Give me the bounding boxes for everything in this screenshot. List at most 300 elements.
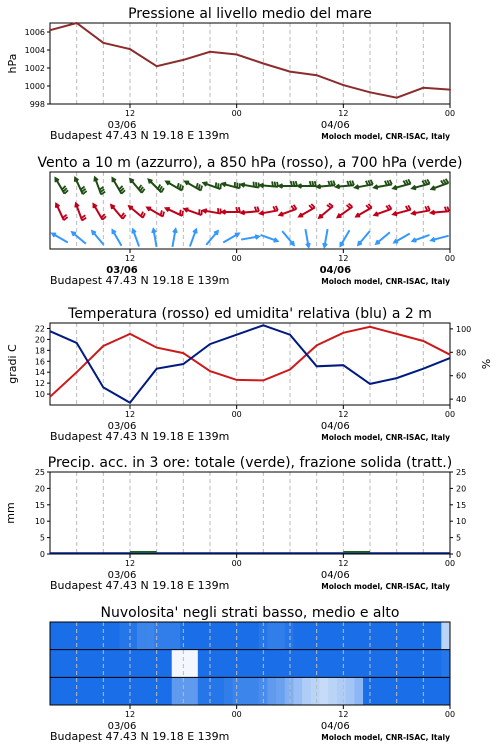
- wind-arrow: [92, 231, 104, 245]
- cloud-cell-alto: [85, 622, 94, 650]
- pressure-point: [262, 63, 264, 65]
- cloud-cell-medio: [250, 650, 259, 678]
- cloud-cell-medio: [146, 650, 155, 678]
- cloud-cell-alto: [241, 622, 250, 650]
- x-tick-label: 12: [124, 254, 136, 263]
- wind-arrow: [241, 182, 259, 188]
- wind-barb: [236, 207, 237, 212]
- cloud-cell-medio: [189, 650, 198, 678]
- cloud-cell-basso: [424, 677, 433, 705]
- wind-arrow: [260, 181, 278, 187]
- y2-tick-label: 40: [456, 395, 467, 405]
- wind-arrow: [241, 207, 259, 215]
- x-tick-label: 00: [444, 710, 456, 719]
- cloud-cell-medio: [85, 650, 94, 678]
- cloud-cell-alto: [50, 622, 59, 650]
- cloud-cell-basso: [241, 677, 250, 705]
- y-tick-label: 10: [34, 517, 45, 527]
- x-tick-label: 00: [444, 559, 456, 568]
- cloud-cell-medio: [328, 650, 337, 678]
- wind-arrow: [203, 208, 221, 213]
- cloud-cell-basso: [59, 677, 68, 705]
- cloud-cell-medio: [285, 650, 294, 678]
- cloud-cell-alto: [146, 622, 155, 650]
- cloud-cell-medio: [380, 650, 389, 678]
- model-credit: Moloch model, CNR-ISAC, Italy: [321, 132, 450, 141]
- cloud-cell-alto: [380, 622, 389, 650]
- cloud-cell-alto: [163, 622, 172, 650]
- wind-arrow: [358, 231, 370, 245]
- pressure-point: [129, 48, 131, 50]
- cloud-cell-alto: [215, 622, 224, 650]
- cloud-cell-alto: [250, 622, 259, 650]
- cloud-cell-basso: [320, 677, 329, 705]
- date-label: 03/06: [107, 570, 137, 581]
- y-tick-label: 15: [34, 500, 45, 510]
- cloud-cell-medio: [293, 650, 302, 678]
- cloud-cell-medio: [372, 650, 381, 678]
- wind-arrow: [432, 179, 449, 190]
- cloud-cell-basso: [267, 677, 276, 705]
- y-tick-label: 5: [39, 533, 45, 543]
- cloud-cell-basso: [363, 677, 372, 705]
- pressure-point: [49, 29, 51, 31]
- wind-arrow: [393, 179, 410, 189]
- cloud-cell-basso: [276, 677, 285, 705]
- cloud-cell-medio: [241, 650, 250, 678]
- wind-arrow: [166, 182, 183, 191]
- cloud-cell-alto: [285, 622, 294, 650]
- precip-bar: [343, 551, 370, 553]
- temperature-line: [50, 327, 450, 397]
- cloud-cell-alto: [154, 622, 163, 650]
- chart-title: Nuvolosita' negli strati basso, medio e alto: [100, 605, 400, 621]
- wind-barb: [239, 207, 240, 212]
- date-label: 04/06: [320, 721, 350, 732]
- cloud-cell-basso: [120, 677, 129, 705]
- plot-frame: [50, 472, 450, 554]
- y-tick-label: 1006: [24, 28, 45, 37]
- wind-arrow: [72, 232, 86, 244]
- cloud-cell-basso: [224, 677, 233, 705]
- cloud-cell-alto: [441, 622, 450, 650]
- cloud-cell-medio: [441, 650, 450, 678]
- cloud-cell-alto: [320, 622, 329, 650]
- x-tick-label: 12: [338, 109, 349, 118]
- date-label: 04/06: [320, 570, 350, 581]
- cloud-cell-basso: [346, 677, 355, 705]
- cloud-cell-basso: [198, 677, 207, 705]
- cloud-cell-medio: [111, 650, 120, 678]
- cloud-cell-medio: [76, 650, 85, 678]
- wind-arrow: [94, 204, 107, 220]
- y2-tick-label: 10: [456, 517, 467, 527]
- wind-barb: [182, 186, 183, 191]
- wind-arrow: [431, 236, 448, 242]
- cloud-cell-alto: [293, 622, 302, 650]
- date-label: 03/06: [106, 265, 138, 276]
- cloud-cell-alto: [189, 622, 198, 650]
- cloud-cell-basso: [250, 677, 259, 705]
- pressure-point: [76, 22, 78, 24]
- wind-arrow: [111, 205, 125, 219]
- x-tick-label: 00: [231, 559, 242, 568]
- date-label: 04/06: [320, 120, 350, 131]
- panel-3: [6, 323, 493, 443]
- wind-barb: [196, 183, 197, 188]
- cloud-cell-medio: [207, 650, 216, 678]
- y-axis-label: gradi C: [6, 344, 19, 384]
- cloud-cell-basso: [285, 677, 294, 705]
- cloud-cell-basso: [146, 677, 155, 705]
- chart-title: Pressione al livello medio del mare: [128, 6, 372, 22]
- date-label: 03/06: [107, 421, 137, 432]
- wind-arrow: [376, 232, 390, 244]
- wind-arrow: [206, 231, 218, 245]
- cloud-cell-medio: [407, 650, 416, 678]
- cloud-cell-basso: [85, 677, 94, 705]
- y-tick-label: 18: [34, 346, 45, 356]
- pressure-point: [449, 89, 451, 91]
- wind-arrow: [431, 207, 449, 215]
- pressure-point: [422, 87, 424, 89]
- pressure-point: [156, 65, 158, 67]
- cloud-cell-alto: [311, 622, 320, 650]
- pressure-point: [236, 54, 238, 56]
- cloud-cell-basso: [93, 677, 102, 705]
- cloud-cell-basso: [441, 677, 450, 705]
- y-tick-label: 20: [34, 335, 45, 345]
- station-footer: Budapest 47.43 N 19.18 E 139m: [50, 730, 230, 743]
- date-label: 04/06: [320, 421, 350, 432]
- wind-barb: [310, 181, 311, 186]
- wind-arrow: [282, 231, 294, 245]
- y-tick-label: 0: [39, 550, 45, 559]
- cloud-cell-alto: [328, 622, 337, 650]
- cloud-cell-medio: [137, 650, 146, 678]
- panel-2: [50, 172, 455, 287]
- cloud-cell-medio: [302, 650, 311, 678]
- cloud-cell-alto: [137, 622, 146, 650]
- x-tick-label: 12: [124, 109, 136, 118]
- plot-frame: [50, 323, 450, 405]
- cloud-cell-basso: [311, 677, 320, 705]
- x-tick-label: 12: [124, 559, 136, 568]
- x-tick-label: 12: [338, 410, 349, 419]
- cloud-cell-basso: [154, 677, 163, 705]
- humidity-line: [50, 325, 450, 402]
- wind-arrow: [152, 229, 156, 247]
- wind-arrow: [305, 229, 309, 247]
- wind-shaft: [282, 231, 294, 245]
- cloud-cell-medio: [154, 650, 163, 678]
- cloud-cell-medio: [311, 650, 320, 678]
- cloud-cell-medio: [163, 650, 172, 678]
- pressure-point: [209, 51, 211, 53]
- y2-tick-label: 25: [456, 468, 467, 477]
- wind-shaft: [52, 234, 68, 243]
- y2-tick-label: 5: [456, 533, 462, 543]
- wind-arrow: [393, 205, 410, 215]
- wind-barb: [315, 181, 316, 186]
- wind-arrow: [190, 230, 197, 247]
- wind-arrow: [132, 230, 139, 247]
- wind-arrow: [341, 230, 350, 246]
- cloud-cell-medio: [276, 650, 285, 678]
- wind-arrow: [222, 182, 239, 188]
- wind-arrow: [260, 206, 278, 215]
- wind-barb: [291, 181, 292, 186]
- wind-arrow: [413, 235, 430, 242]
- model-credit: Moloch model, CNR-ISAC, Italy: [321, 277, 450, 286]
- cloud-cell-medio: [346, 650, 355, 678]
- pressure-point: [342, 84, 344, 86]
- y-axis-label: hPa: [6, 53, 19, 74]
- date-label: 03/06: [107, 721, 137, 732]
- cloud-cell-basso: [137, 677, 146, 705]
- x-tick-label: 00: [231, 109, 242, 118]
- cloud-cell-alto: [198, 622, 207, 650]
- x-tick-label: 12: [124, 410, 136, 419]
- cloud-cell-basso: [67, 677, 76, 705]
- cloud-cell-alto: [363, 622, 372, 650]
- wind-barb: [296, 181, 297, 186]
- y-tick-label: 22: [34, 324, 45, 334]
- cloud-cell-alto: [276, 622, 285, 650]
- wind-arrow: [56, 204, 68, 220]
- cloud-cell-basso: [433, 677, 442, 705]
- pressure-point: [396, 97, 398, 99]
- cloud-cell-alto: [398, 622, 407, 650]
- wind-barb: [182, 211, 183, 216]
- pressure-line: [50, 23, 450, 98]
- wind-arrow: [338, 204, 353, 218]
- cloud-cell-medio: [59, 650, 68, 678]
- wind-shaft: [113, 230, 122, 246]
- wind-arrow: [113, 178, 126, 194]
- wind-arrow: [185, 182, 202, 191]
- cloud-cell-basso: [76, 677, 85, 705]
- wind-shaft: [206, 231, 218, 245]
- x-tick-label: 00: [444, 410, 456, 419]
- cloud-cell-basso: [380, 677, 389, 705]
- cloud-cell-basso: [302, 677, 311, 705]
- station-footer: Budapest 47.43 N 19.18 E 139m: [50, 274, 230, 287]
- cloud-cell-medio: [267, 650, 276, 678]
- wind-shaft: [376, 232, 390, 244]
- chart-title: Vento a 10 m (azzurro), a 850 hPa (rosso), a 700 hPa (verde): [37, 155, 463, 171]
- y-tick-label: 1002: [24, 64, 45, 73]
- wind-arrow: [130, 179, 144, 193]
- cloud-cell-medio: [50, 650, 59, 678]
- wind-shaft: [341, 230, 350, 246]
- panel-1: [6, 22, 455, 142]
- pressure-point: [369, 91, 371, 93]
- y2-tick-label: 15: [456, 500, 467, 510]
- wind-arrow: [56, 178, 69, 194]
- cloud-cell-basso: [111, 677, 120, 705]
- cloud-cell-medio: [224, 650, 233, 678]
- cloud-cell-medio: [180, 650, 189, 678]
- pressure-point: [182, 59, 184, 61]
- cloud-cell-basso: [398, 677, 407, 705]
- y2-tick-label: 100: [456, 324, 472, 334]
- station-footer: Budapest 47.43 N 19.18 E 139m: [50, 430, 230, 443]
- cloud-cell-medio: [215, 650, 224, 678]
- cloud-cell-medio: [398, 650, 407, 678]
- cloud-cell-alto: [233, 622, 242, 650]
- wind-barb: [141, 212, 143, 217]
- x-tick-label: 12: [338, 710, 349, 719]
- wind-barb: [199, 184, 200, 189]
- cloud-cell-alto: [302, 622, 311, 650]
- wind-arrow: [204, 182, 221, 189]
- cloud-cell-basso: [293, 677, 302, 705]
- y-tick-label: 16: [34, 357, 45, 367]
- cloud-cell-basso: [180, 677, 189, 705]
- station-footer: Budapest 47.43 N 19.18 E 139m: [50, 129, 230, 142]
- cloud-cell-basso: [354, 677, 363, 705]
- wind-arrow: [241, 235, 259, 239]
- cloud-cell-medio: [337, 650, 346, 678]
- x-tick-label: 00: [231, 710, 242, 719]
- date-label: 03/06: [107, 120, 137, 131]
- cloud-cell-medio: [198, 650, 207, 678]
- wind-shaft: [92, 231, 104, 245]
- x-tick-label: 00: [444, 109, 456, 118]
- wind-arrow: [319, 203, 333, 217]
- cloud-cell-alto: [93, 622, 102, 650]
- y-tick-label: 20: [34, 484, 45, 494]
- cloud-cell-alto: [120, 622, 129, 650]
- wind-arrow: [412, 206, 430, 215]
- cloud-cell-alto: [433, 622, 442, 650]
- model-credit: Moloch model, CNR-ISAC, Italy: [321, 733, 450, 742]
- x-tick-label: 00: [444, 254, 456, 263]
- model-credit: Moloch model, CNR-ISAC, Italy: [321, 582, 450, 591]
- cloud-cell-alto: [76, 622, 85, 650]
- cloud-cell-alto: [424, 622, 433, 650]
- precip-bar: [130, 551, 157, 553]
- x-tick-label: 12: [124, 710, 136, 719]
- wind-barb: [143, 213, 145, 218]
- cloud-cell-basso: [163, 677, 172, 705]
- wind-arrow: [222, 207, 240, 214]
- y-tick-label: 1004: [24, 46, 45, 55]
- x-tick-label: 00: [231, 410, 242, 419]
- wind-barb: [293, 181, 294, 186]
- cloud-cell-alto: [67, 622, 76, 650]
- cloud-cell-basso: [407, 677, 416, 705]
- chart-title: Precip. acc. in 3 ore: totale (verde), frazione solida (tratt.): [47, 455, 453, 471]
- cloud-cell-basso: [50, 677, 59, 705]
- cloud-cell-medio: [363, 650, 372, 678]
- cloud-cell-basso: [372, 677, 381, 705]
- wind-barb: [201, 186, 202, 191]
- wind-arrow: [375, 205, 392, 216]
- cloud-cell-medio: [172, 650, 181, 678]
- cloud-cell-alto: [111, 622, 120, 650]
- cloud-cell-alto: [172, 622, 181, 650]
- x-tick-label: 00: [231, 254, 242, 263]
- wind-arrow: [185, 208, 202, 215]
- cloud-cell-alto: [207, 622, 216, 650]
- wind-arrow: [147, 208, 164, 217]
- y2-tick-label: 0: [456, 550, 462, 559]
- wind-arrow: [129, 206, 145, 218]
- cloud-cell-alto: [267, 622, 276, 650]
- cloud-cell-medio: [120, 650, 129, 678]
- cloud-cell-medio: [433, 650, 442, 678]
- cloud-cell-basso: [215, 677, 224, 705]
- plot-frame: [50, 23, 450, 104]
- y-tick-label: 998: [29, 100, 45, 109]
- wind-arrow: [172, 229, 176, 247]
- cloud-cell-alto: [372, 622, 381, 650]
- wind-barb: [161, 210, 162, 215]
- cloud-cell-medio: [424, 650, 433, 678]
- cloud-cell-medio: [93, 650, 102, 678]
- x-tick-label: 12: [338, 559, 349, 568]
- wind-arrow: [374, 180, 392, 189]
- cloud-cell-basso: [328, 677, 337, 705]
- station-footer: Budapest 47.43 N 19.18 E 139m: [50, 579, 230, 592]
- wind-barb: [275, 182, 276, 187]
- panel-5: [50, 622, 455, 743]
- wind-barb: [180, 210, 181, 215]
- y-tick-label: 14: [34, 368, 45, 378]
- model-credit: Moloch model, CNR-ISAC, Italy: [321, 433, 450, 442]
- pressure-point: [316, 74, 318, 76]
- pressure-point: [102, 42, 104, 44]
- wind-arrow: [113, 230, 122, 246]
- cloud-cell-alto: [354, 622, 363, 650]
- wind-arrow: [166, 208, 183, 216]
- x-tick-label: 12: [338, 254, 349, 263]
- y-axis-label: mm: [4, 502, 17, 524]
- wind-arrow: [298, 181, 316, 188]
- wind-arrow: [317, 181, 335, 189]
- y2-tick-label: 20: [456, 484, 467, 494]
- cloud-cell-basso: [172, 677, 181, 705]
- wind-arrow: [52, 234, 68, 243]
- cloud-cell-medio: [233, 650, 242, 678]
- y2-tick-label: 80: [456, 348, 467, 358]
- wind-barb: [272, 181, 273, 186]
- cloud-cell-alto: [337, 622, 346, 650]
- y-tick-label: 12: [34, 379, 45, 389]
- cloud-cell-medio: [354, 650, 363, 678]
- y2-tick-label: 60: [456, 371, 467, 381]
- cloud-cell-alto: [59, 622, 68, 650]
- wind-barb: [163, 212, 164, 217]
- cloud-cell-medio: [320, 650, 329, 678]
- wind-arrow: [280, 205, 297, 216]
- y-tick-label: 25: [34, 468, 45, 477]
- chart-title: Temperatura (rosso) ed umidita' relativa (blu) a 2 m: [68, 306, 432, 322]
- cloud-cell-alto: [407, 622, 416, 650]
- wind-arrow: [336, 181, 354, 189]
- cloud-cell-basso: [233, 677, 242, 705]
- y-tick-label: 1000: [24, 82, 45, 91]
- wind-shaft: [72, 232, 86, 244]
- date-label: 04/06: [319, 265, 352, 276]
- wind-arrow: [323, 229, 327, 247]
- cloud-cell-alto: [346, 622, 355, 650]
- wind-arrow: [279, 181, 297, 188]
- wind-barb: [177, 183, 178, 188]
- wind-arrow: [412, 179, 429, 189]
